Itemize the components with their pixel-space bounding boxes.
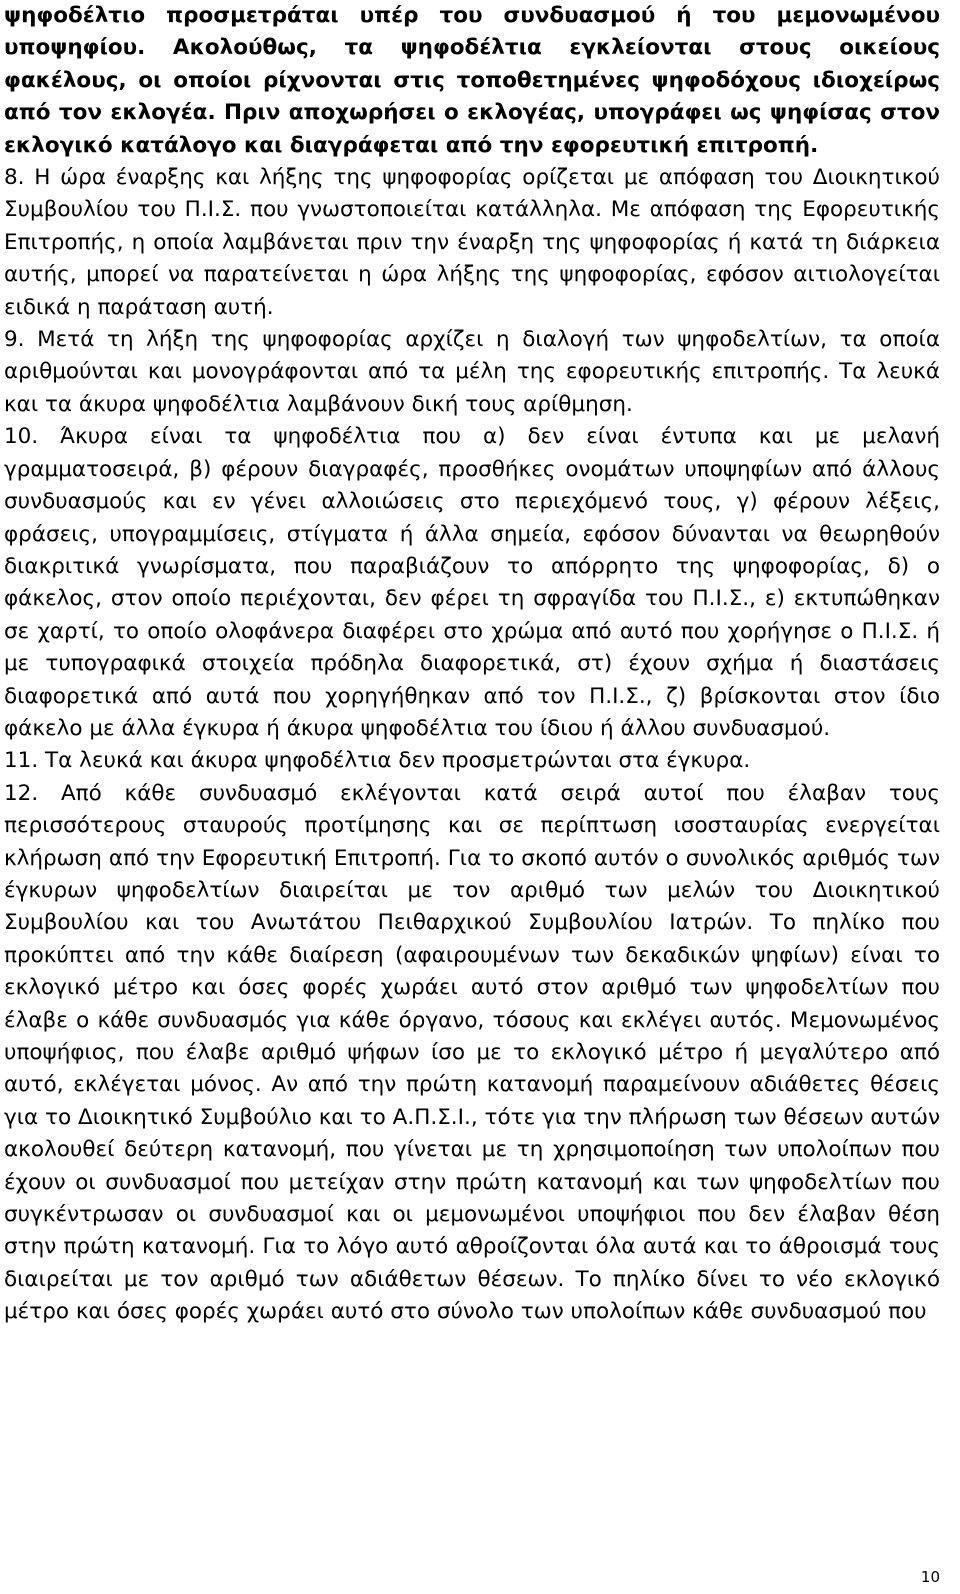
paragraph-9-ballot-counting: 9. Μετά τη λήξη της ψηφοφορίας αρχίζει η διαλογή των ψηφοδελτίων, τα οποία αριθμούνται και μονογράφονται από τα μέλη της εφορευτικής επιτροπής. Τα λευκά και τα άκυρα ψηφοδέλτια λαμβάνουν δική τους αρίθμηση. <box>4 327 940 417</box>
paragraph-11-blank-ballots: 11. Τα λευκά και άκυρα ψηφοδέλτια δεν προσμετρώνται στα έγκυρα. <box>4 748 751 774</box>
paragraph-ballot-envelopes: ψηφοδέλτιο προσμετράται υπέρ του συνδυασμού ή του μεμονωμένου υποψηφίου. Ακολούθως, τα ψηφοδέλτια εγκλείονται στους οικείους φακέλους, οι οποίοι ρίχνονται στις τοποθετημένες ψηφοδόχους ιδιοχείρως από τον εκλογέα. Πριν αποχωρήσει ο εκλογέας, υπογράφει ως ψηφίσας στον εκλογικό κατάλογο και διαγράφεται από την εφορευτική επιτροπή. <box>4 3 940 158</box>
paragraph-12-seat-allocation: 12. Από κάθε συνδυασμό εκλέγονται κατά σειρά αυτοί που έλαβαν τους περισσότερους σταυρούς προτίμησης και σε περίπτωση ισοσταυρίας ενεργείται κλήρωση από την Εφορευτική Επιτροπή. Για το σκοπό αυτόν ο συνολικός αριθμός των έγκυρων ψηφοδελτίων διαιρείται με τον αριθμό των μελών του Διοικητικού Συμβουλίου και του Ανωτάτου Πειθαρχικού Συμβουλίου Ιατρών. Το πηλίκο που προκύπτει από την κάθε διαίρεση (αφαιρουμένων των δεκαδικών ψηφίων) είναι το εκλογικό μέτρο και όσες φορές χωράει αυτό στον αριθμό των ψηφοδελτίων που έλαβε ο κάθε συνδυασμός για κάθε όργανο, τόσους και εκλέγει αυτός. Μεμονωμένος υποψήφιος, που έλαβε αριθμό ψήφων ίσο με το εκλογικό μέτρο ή μεγαλύτερο από αυτό, εκλέγεται μόνος. Αν από την πρώτη κατανομή παραμείνουν αδιάθετες θέσεις για το Διοικητικό Συμβούλιο και το Α.Π.Σ.Ι., τότε για την πλήρωση των θέσεων αυτών ακολουθεί δεύτερη κατανομή, που γίνεται με τη χρησιμοποίηση των υπολοίπων που έχουν οι συνδυασμοί που μετείχαν στην πρώτη κατανομή και των ψηφοδελτίων που συγκέντρωσαν οι συνδυασμοί και οι μεμονωμένοι υποψήφιοι που δεν έλαβαν θέση στην πρώτη κατανομή. Για το λόγο αυτό αθροίζονται όλα αυτά και το άθροισμά τους διαιρείται με τον αριθμό των αδιάθετων θέσεων. Το πηλίκο δίνει το νέο εκλογικό μέτρο και όσες φορές χωράει αυτό στο σύνολο των υπολοίπων κάθε συνδυασμού που <box>4 780 940 1325</box>
paragraph-10-invalid-ballots: 10. Άκυρα είναι τα ψηφοδέλτια που α) δεν είναι έντυπα και με μελανή γραμματοσειρά, β) φέρουν διαγραφές, προσθήκες ονομάτων υποψηφίων από άλλους συνδυασμούς και εν γένει αλλοιώσεις στο περιεχόμενό τους, γ) φέρουν λέξεις, φράσεις, υπογραμμίσεις, στίγματα ή άλλα σημεία, εφόσον δύνανται να θεωρηθούν διακριτικά γνωρίσματα, που παραβιάζουν το απόρρητο της ψηφοφορίας, δ) ο φάκελος, στον οποίο περιέχονται, δεν φέρει τη σφραγίδα του Π.Ι.Σ., ε) εκτυπώθηκαν σε χαρτί, το οποίο ολοφάνερα διαφέρει στο χρώμα από αυτό που χορήγησε ο Π.Ι.Σ. ή με τυπογραφικά στοιχεία πρόδηλα διαφορετικά, στ) έχουν σχήμα ή διαστάσεις διαφορετικά από αυτά που χορηγήθηκαν από τον Π.Ι.Σ., ζ) βρίσκονται στον ίδιο φάκελο με άλλα έγκυρα ή άκυρα ψηφοδέλτια του ίδιου ή άλλου συνδυασμού. <box>4 424 940 741</box>
document-body <box>4 0 940 1329</box>
paragraph-8-voting-hours: 8. Η ώρα έναρξης και λήξης της ψηφοφορίας ορίζεται με απόφαση του Διοικητικού Συμβουλίου του Π.Ι.Σ. που γνωστοποιείται κατάλληλα. Με απόφαση της Εφορευτικής Επιτροπής, η οποία λαμβάνεται πριν την έναρξη της ψηφοφορίας ή κατά τη διάρκεια αυτής, μπορεί να παρατείνεται η ώρα λήξης της ψηφοφορίας, εφόσον αιτιολογείται ειδικά η παράταση αυτή. <box>4 165 940 320</box>
page-number: 10 <box>920 1568 940 1586</box>
